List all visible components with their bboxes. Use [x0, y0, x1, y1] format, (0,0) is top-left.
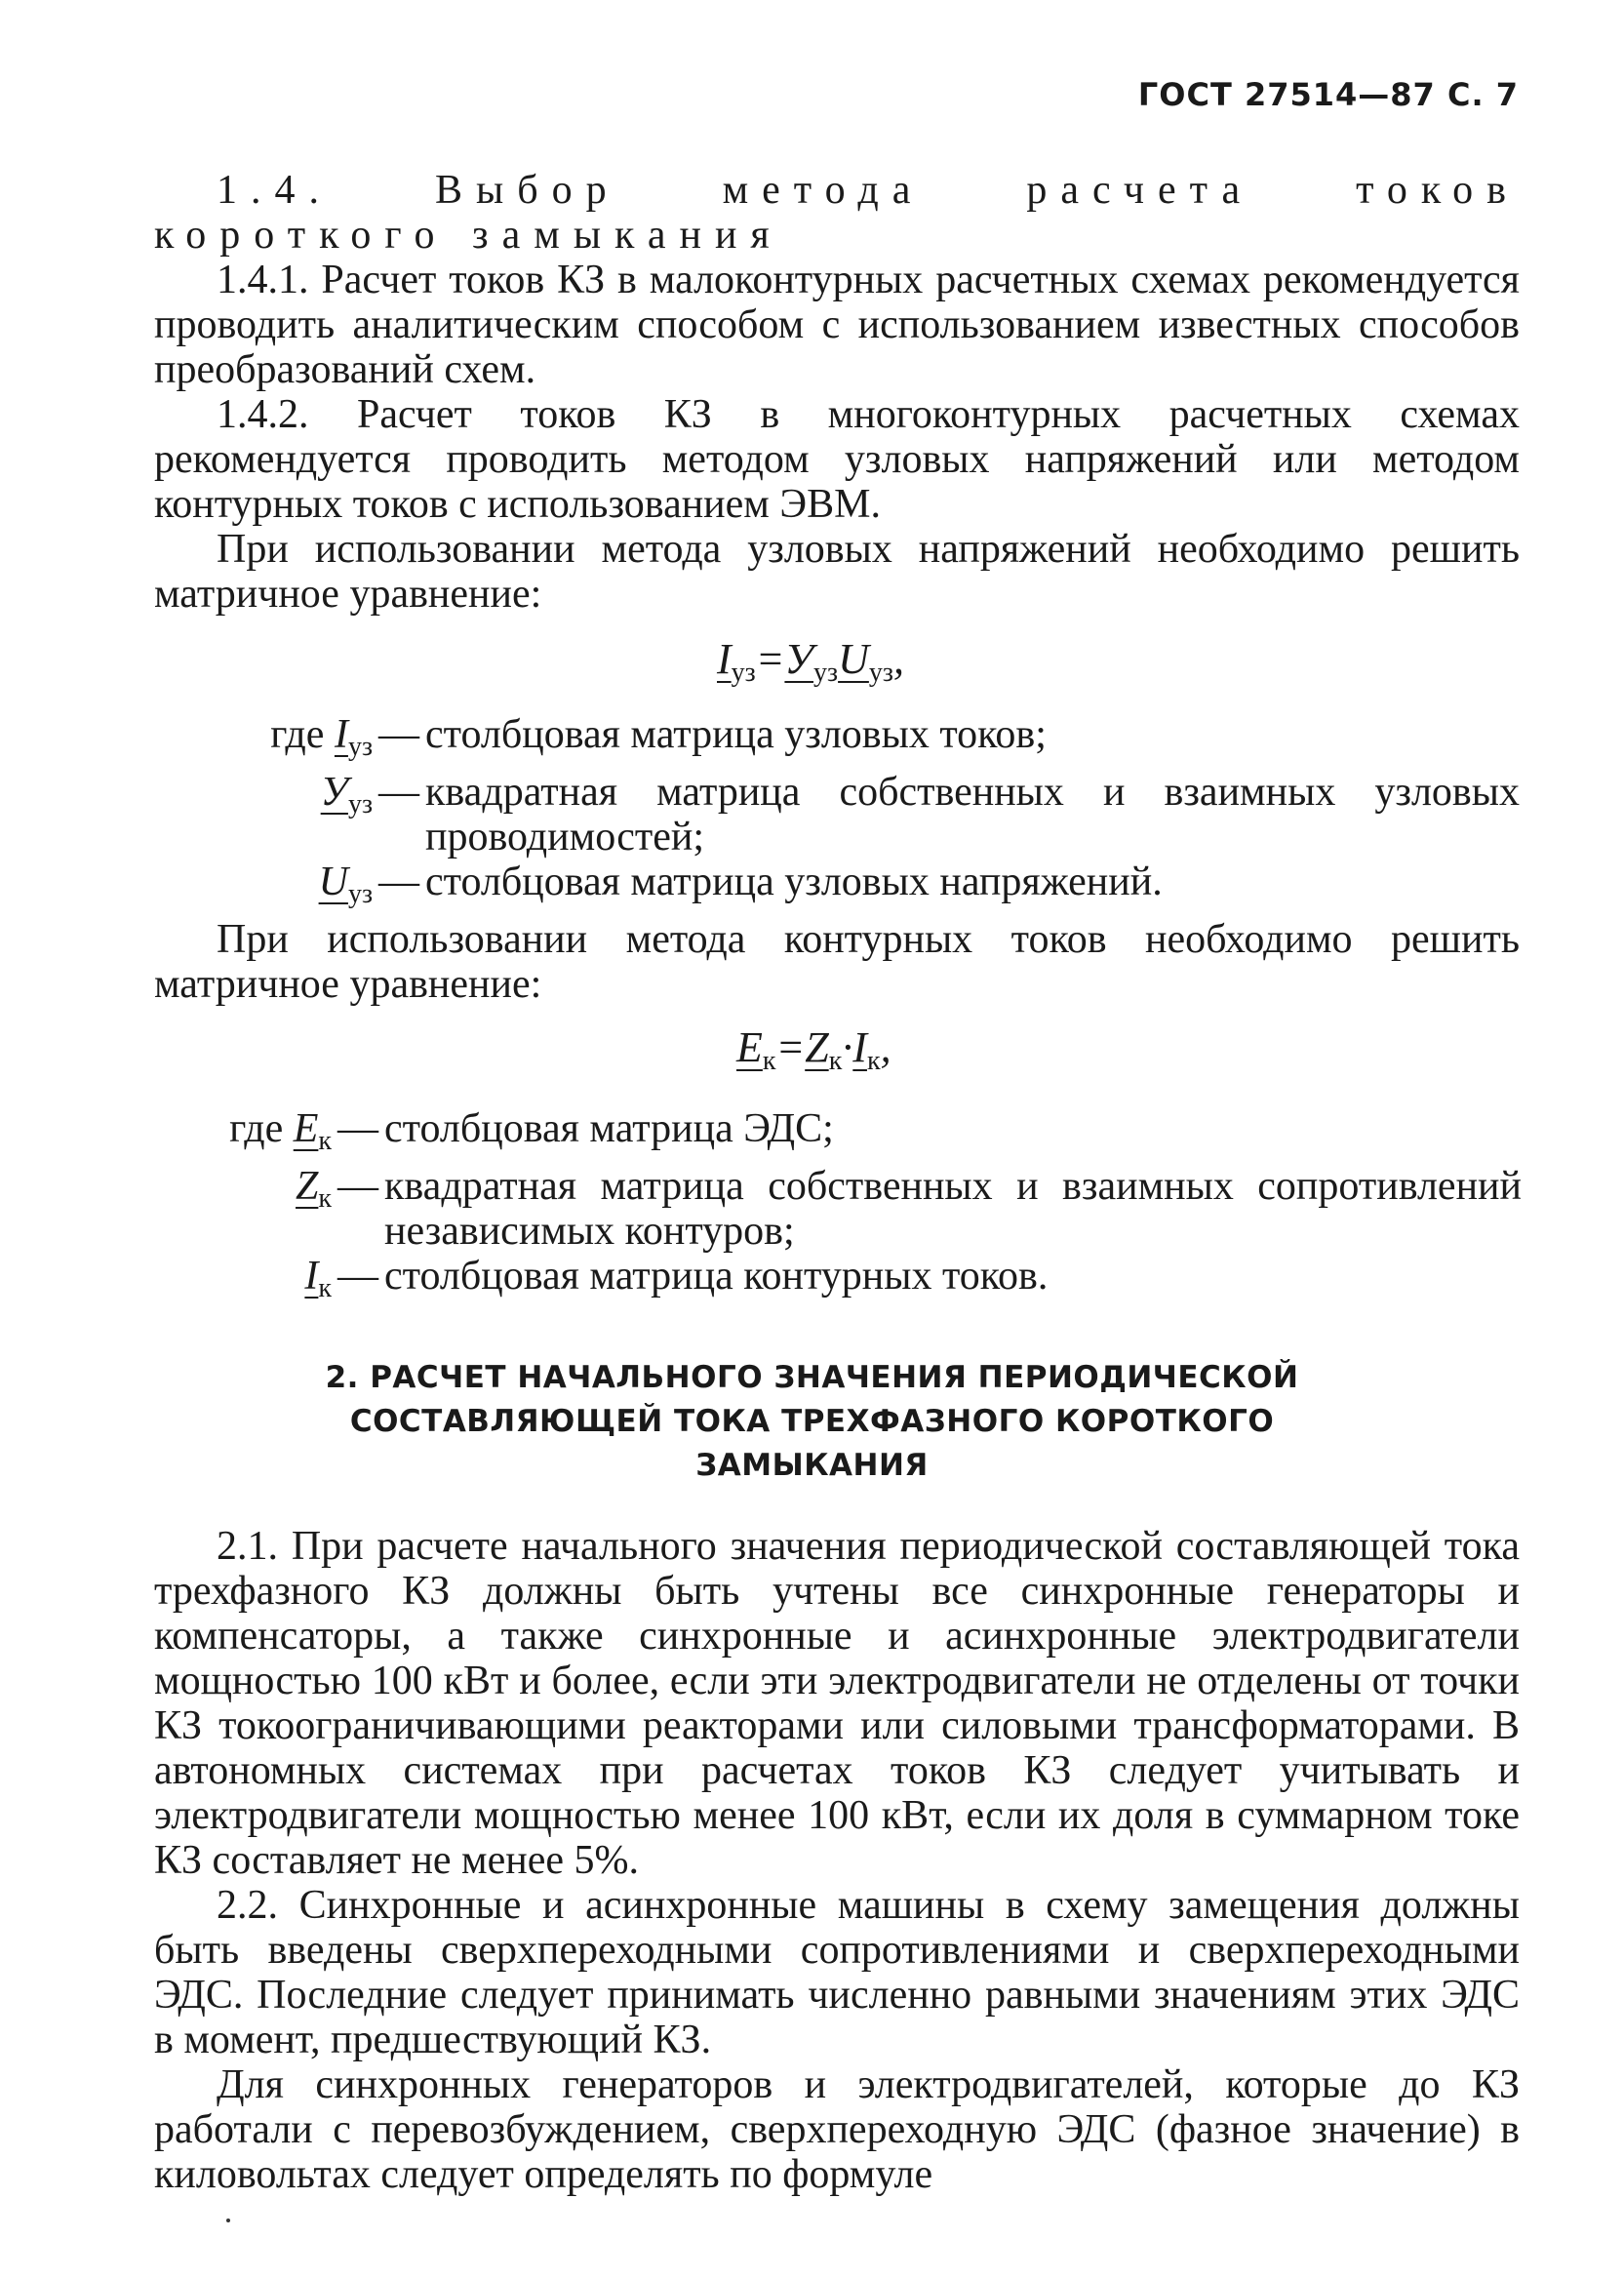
def-description: столбцовая матрица ЭДС; — [384, 1106, 834, 1151]
formula-nodal-U: U — [838, 635, 869, 683]
definitions-nodal — [168, 712, 1520, 917]
formula-nodal-trail: , — [892, 635, 904, 683]
page-header: ГОСТ 27514—87 С. 7 — [1137, 76, 1519, 113]
definition-row: $Z_к$ — квадратная матрица собственных и взаимных сопротивлений независимых контуров; — [296, 1164, 1522, 1254]
loop-intro-block — [154, 917, 1520, 1007]
formula-nodal-U-sub: уз — [868, 658, 893, 688]
def-description: столбцовая матрица узловых токов; — [425, 712, 1047, 757]
paragraph-2-1: 2.1. При расчете начального значения периодической составляющей тока трехфазного КЗ должны быть учтены все синхронные генераторы и компенсаторы, а также синхронные и асинхронные электродвигатели мощностью 100 кВт и более, если эти электродвигатели не отделены от точки КЗ токоограничивающими реакторами или силовыми трансформаторами. В автономных системах при расчетах токов КЗ следует учитывать и электродвигатели мощностью менее 100 кВт, если их доля в суммарном токе КЗ составляет не менее 5%. — [154, 1524, 1520, 1883]
where-label: где — [229, 1106, 284, 1151]
def-symbol: Z — [296, 1164, 319, 1209]
formula-loop-Z: Z — [805, 1023, 829, 1071]
definition-row: где $I_{уз}$ — столбцовая матрица узловых токов; — [168, 712, 1520, 770]
def-description: столбцовая матрица узловых напряжений. — [425, 860, 1163, 904]
formula-nodal-I-sub: уз — [731, 658, 756, 688]
definition-row: $U_{уз}$ — столбцовая матрица узловых напряжений. — [168, 860, 1520, 917]
def-symbol: E — [293, 1106, 319, 1151]
def-symbol-sub: к — [318, 1183, 332, 1214]
def-symbol: I — [304, 1254, 319, 1299]
def-symbol-sub: к — [318, 1126, 332, 1156]
section-1-4 — [154, 168, 1520, 617]
paragraph-2-2-continued: Для синхронных генераторов и электродвигателей, которые до КЗ работали с перевозбуждением, сверхпереходную ЭДС (фазное значение) в киловольтах следует определять по формуле — [154, 2062, 1520, 2197]
def-symbol-sub: уз — [347, 789, 373, 820]
where-label: где — [270, 712, 325, 757]
definition-row: $I_к$ — столбцовая матрица контурных токов. — [185, 1254, 1522, 1311]
formula-loop-Z-sub: к — [828, 1046, 843, 1076]
formula-loop-dot: · — [842, 1023, 853, 1071]
paragraph-nodal-intro: При использовании метода узловых напряжений необходимо решить матричное уравнение: — [154, 527, 1520, 617]
paragraph-loop-intro: При использовании метода контурных токов необходимо решить матричное уравнение: — [154, 917, 1520, 1007]
paragraph-2-2: 2.2. Синхронные и асинхронные машины в схему замещения должны быть введены сверхпереходными сопротивлениями и сверхпереходными ЭДС. Последние следует принимать численно равными значениям этих ЭДС в момент, предшествующий КЗ. — [154, 1883, 1520, 2062]
section-1-4-title: 1.4. Выбор метода расчета токов короткого замыкания — [154, 168, 1520, 258]
paragraph-1-4-2: 1.4.2. Расчет токов КЗ в многоконтурных расчетных схемах рекомендуется проводить методом узловых напряжений или методом контурных токов с использованием ЭВМ. — [154, 392, 1520, 527]
formula-loop-E-sub: к — [762, 1046, 776, 1076]
definition-row: $У_{уз}$ — квадратная матрица собственных и взаимных узловых проводимостей; — [320, 770, 1520, 860]
definition-row: где $E_к$ — столбцовая матрица ЭДС; — [185, 1106, 1522, 1164]
def-symbol: У — [320, 770, 348, 815]
def-symbol-sub: уз — [347, 732, 373, 762]
section-2-body — [154, 1524, 1520, 2197]
formula-nodal-eq: = — [755, 635, 785, 683]
formula-loop-eq: = — [775, 1023, 806, 1071]
formula-loop-trail: , — [880, 1023, 891, 1071]
formula-loop-I-sub: к — [866, 1046, 881, 1076]
formula-loop-E: E — [736, 1023, 763, 1071]
ink-speck — [226, 2219, 230, 2222]
def-symbol-sub: уз — [347, 879, 373, 909]
def-description: квадратная матрица собственных и взаимных узловых проводимостей; — [425, 770, 1520, 860]
formula-nodal — [717, 634, 904, 689]
def-description: квадратная матрица собственных и взаимных сопротивлений независимых контуров; — [384, 1164, 1522, 1254]
heading-line: 2. РАСЧЕТ НАЧАЛЬНОГО ЗНАЧЕНИЯ ПЕРИОДИЧЕСКОЙ — [325, 1360, 1299, 1395]
formula-nodal-Y: У — [784, 635, 814, 683]
heading-line: ЗАМЫКАНИЯ — [695, 1448, 929, 1483]
section-2-heading — [195, 1356, 1429, 1488]
formula-loop — [736, 1022, 891, 1077]
paragraph-1-4-1: 1.4.1. Расчет токов КЗ в малоконтурных расчетных схемах рекомендуется проводить аналитическим способом с использованием известных способов преобразований схем. — [154, 258, 1520, 392]
heading-line: СОСТАВЛЯЮЩЕЙ ТОКА ТРЕХФАЗНОГО КОРОТКОГО — [349, 1404, 1275, 1439]
formula-loop-I: I — [852, 1023, 867, 1071]
formula-nodal-Y-sub: уз — [813, 658, 839, 688]
def-symbol: U — [318, 860, 348, 904]
def-description: столбцовая матрица контурных токов. — [384, 1254, 1049, 1299]
formula-nodal-I: I — [717, 635, 732, 683]
definitions-loop — [185, 1106, 1522, 1311]
def-symbol-sub: к — [318, 1273, 332, 1303]
def-symbol: I — [334, 712, 348, 757]
